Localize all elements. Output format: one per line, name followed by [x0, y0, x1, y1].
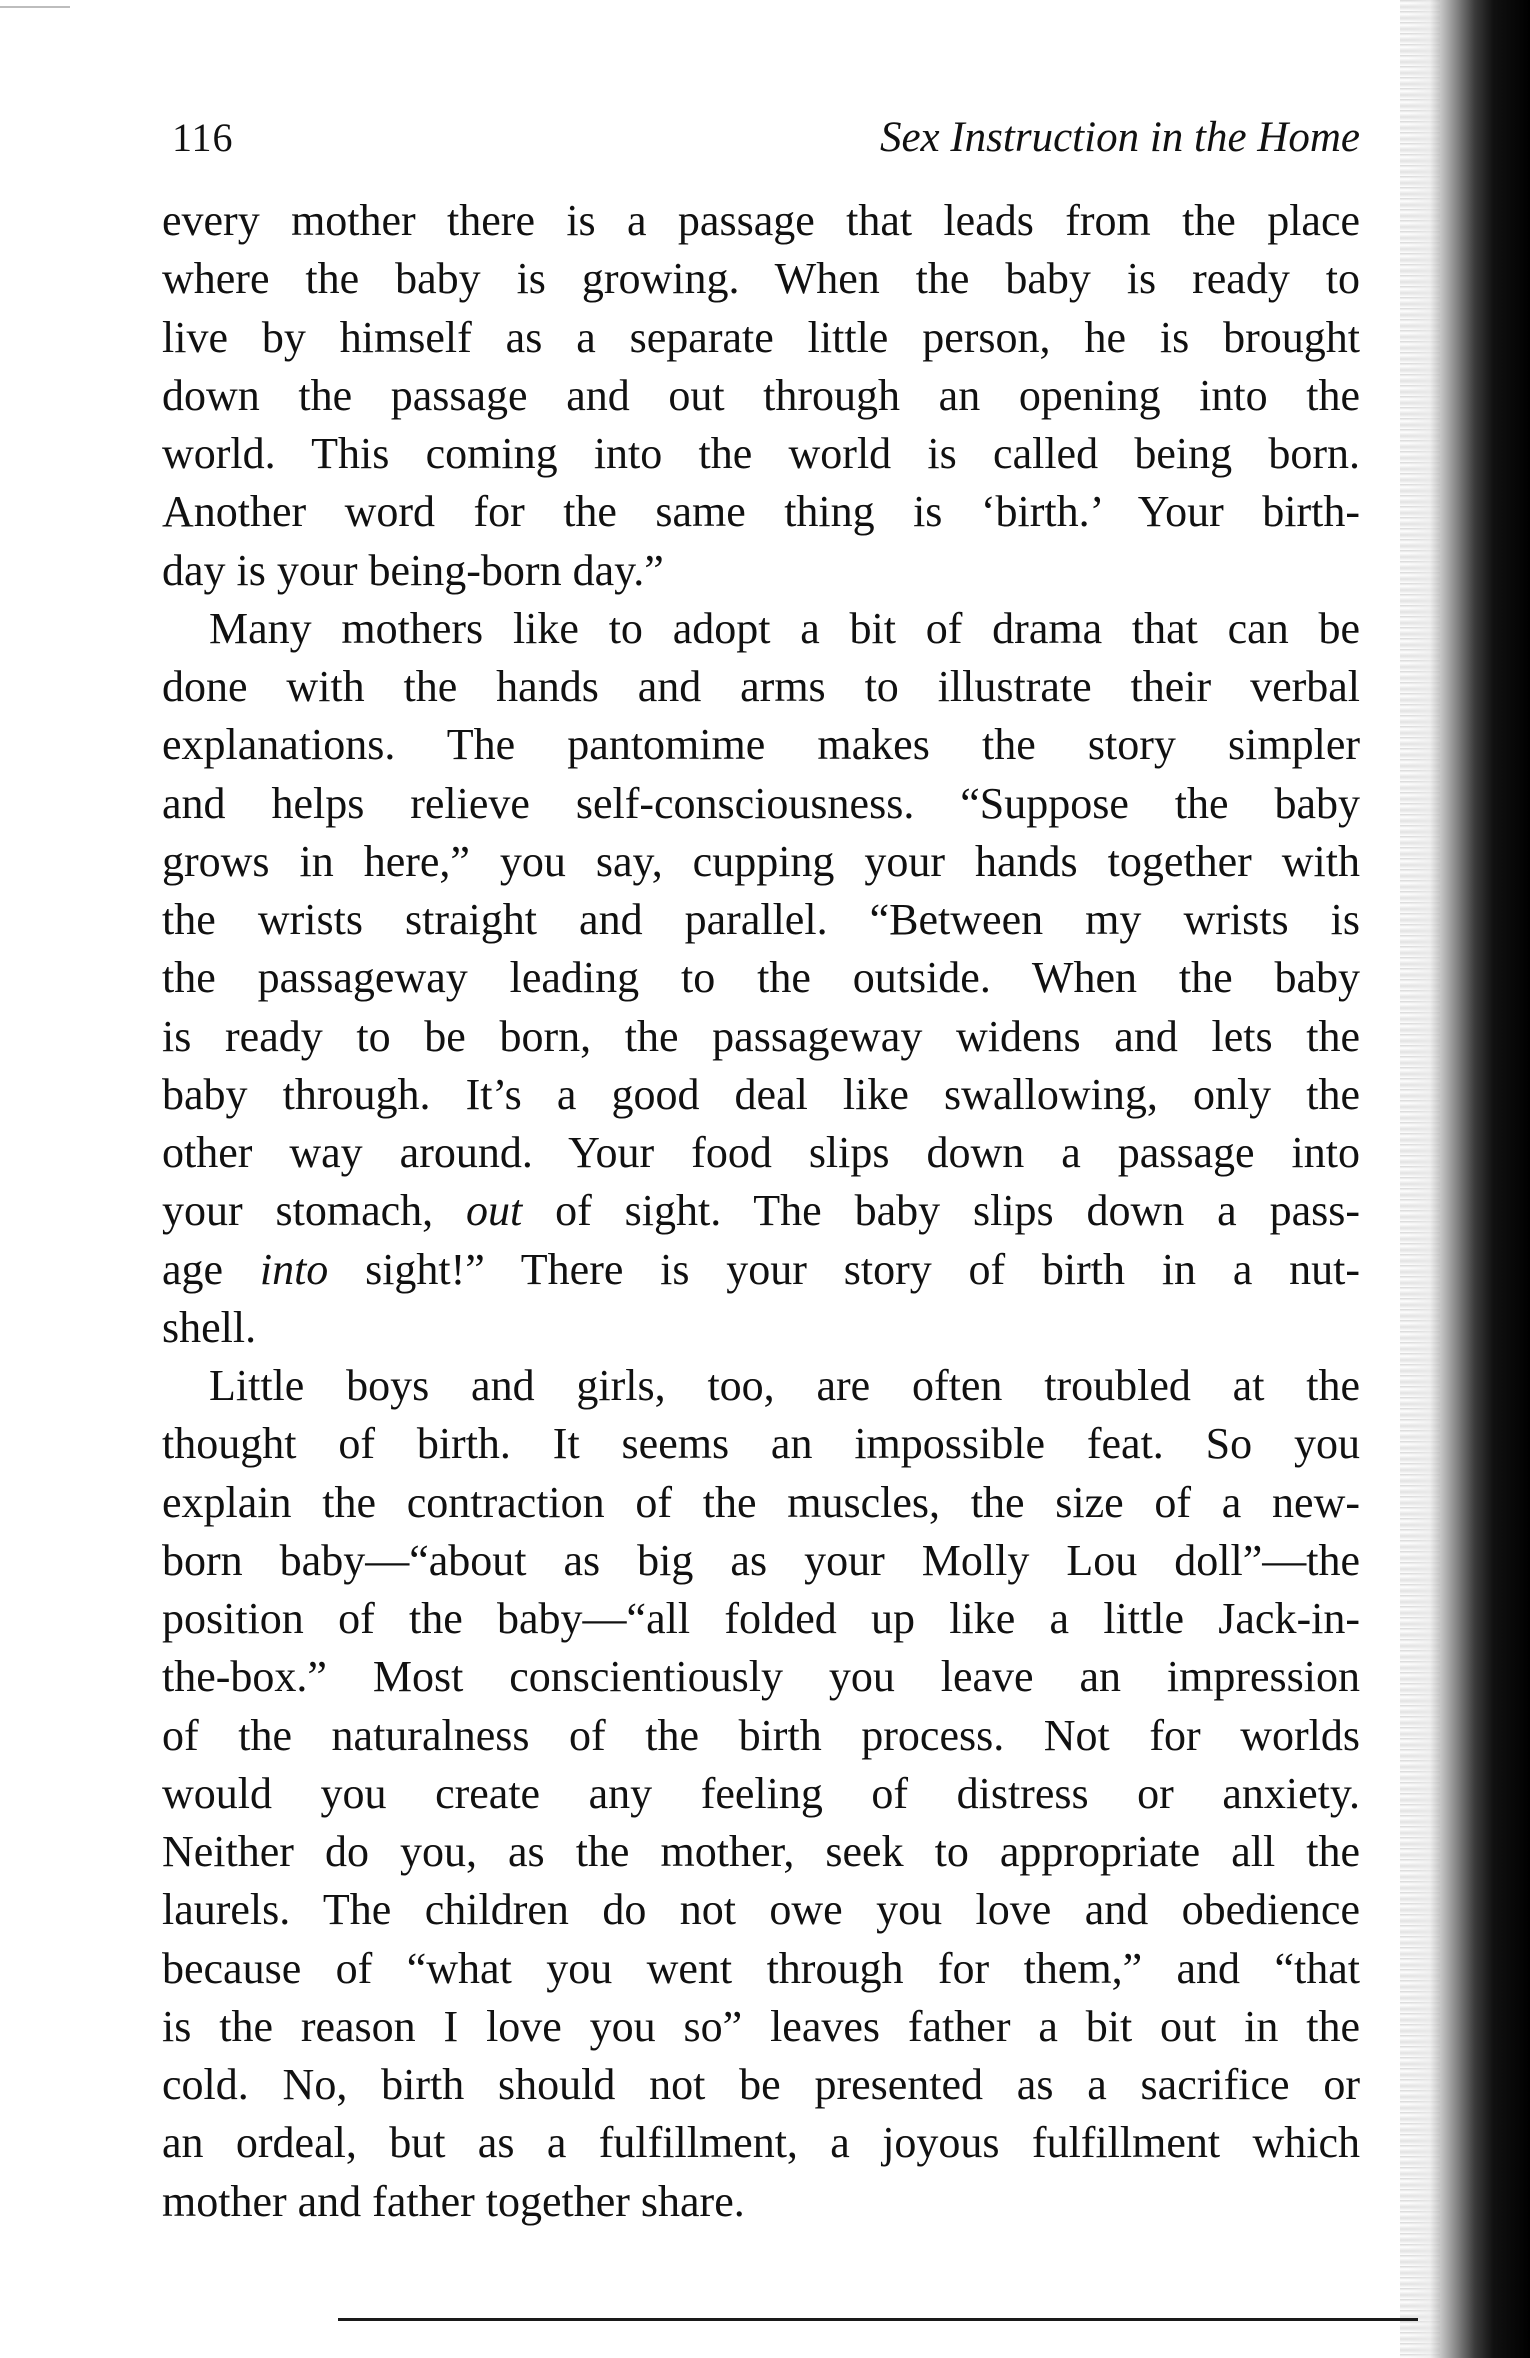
text-line: the passageway leading to the outside. When the baby	[162, 953, 1360, 1003]
page-number: 116	[172, 115, 234, 160]
text-line: other way around. Your food slips down a passage into	[162, 1128, 1360, 1177]
text-line: position of the baby—“all folded up like a little Jack-in-	[162, 1594, 1360, 1643]
scan-edge-mark	[0, 6, 70, 8]
text-line: explain the contraction of the muscles, the size of a new-	[162, 1477, 1360, 1527]
italic-word: into	[259, 1244, 329, 1294]
text-segment: of sight. The baby slips down a pass-	[522, 1186, 1360, 1236]
text-line: the wrists straight and parallel. “Between my wrists is	[162, 895, 1360, 944]
text-line: is ready to be born, the passageway widens and lets the	[162, 1011, 1360, 1061]
text-line: explanations. The pantomime makes the story simpler	[162, 720, 1360, 770]
text-line: thought of birth. It seems an impossible feat. So you	[162, 1419, 1360, 1469]
text-line: is the reason I love you so” leaves father a bit out in the	[162, 2001, 1360, 2051]
text-line: world. This coming into the world is called being born.	[162, 429, 1360, 478]
text-line: live by himself as a separate little person, he is brought	[162, 312, 1360, 362]
text-segment: sight!” There is your story of birth in a nut-	[328, 1244, 1360, 1294]
text-line: grows in here,” you say, cupping your hands together with	[162, 836, 1360, 886]
text-line: mother and father together share.	[162, 2176, 745, 2226]
text-line: would you create any feeling of distress or anxiety.	[162, 1768, 1360, 1818]
text-segment: age	[162, 1244, 260, 1294]
text-line: every mother there is a passage that leads from the place	[162, 196, 1360, 245]
text-line: shell.	[162, 1302, 257, 1352]
text-line	[162, 1241, 1360, 1299]
text-line: Another word for the same thing is ‘birth.’ Your birth-	[162, 487, 1360, 537]
text-line: day is your being-born day.”	[162, 545, 664, 595]
text-line: born baby—“about as big as your Molly Lou doll”—the	[162, 1535, 1360, 1585]
text-line: done with the hands and arms to illustrate their verbal	[162, 662, 1360, 711]
text-line: the-box.” Most conscientiously you leave an impression	[162, 1652, 1360, 1702]
text-line: an ordeal, but as a fulfillment, a joyous fulfillment which	[162, 2118, 1360, 2168]
page-bottom-rule	[338, 2318, 1418, 2321]
book-spine-shadow	[1408, 0, 1530, 2358]
italic-word: out	[466, 1186, 523, 1236]
text-line: laurels. The children do not owe you love and obedience	[162, 1885, 1360, 1935]
text-line: of the naturalness of the birth process. Not for worlds	[162, 1710, 1360, 1760]
text-line: down the passage and out through an opening into the	[162, 370, 1360, 420]
text-line: because of “what you went through for them,” and “that	[162, 1943, 1360, 1993]
page-header	[162, 108, 1360, 178]
body-text	[162, 192, 1360, 2231]
text-line: where the baby is growing. When the baby is ready to	[162, 254, 1360, 304]
text-line: cold. No, birth should not be presented as a sacrifice or	[162, 2060, 1360, 2109]
paragraph-start-line: Many mothers like to adopt a bit of drama that can be	[209, 603, 1360, 653]
text-segment: your stomach,	[162, 1186, 467, 1236]
paragraph-start-line: Little boys and girls, too, are often troubled at the	[209, 1361, 1360, 1410]
text-line: and helps relieve self-consciousness. “Suppose the baby	[162, 778, 1360, 828]
text-line	[162, 1182, 1360, 1240]
running-title: Sex Instruction in the Home	[879, 114, 1360, 161]
text-line: Neither do you, as the mother, seek to appropriate all the	[162, 1827, 1360, 1876]
text-line: baby through. It’s a good deal like swallowing, only the	[162, 1069, 1360, 1119]
